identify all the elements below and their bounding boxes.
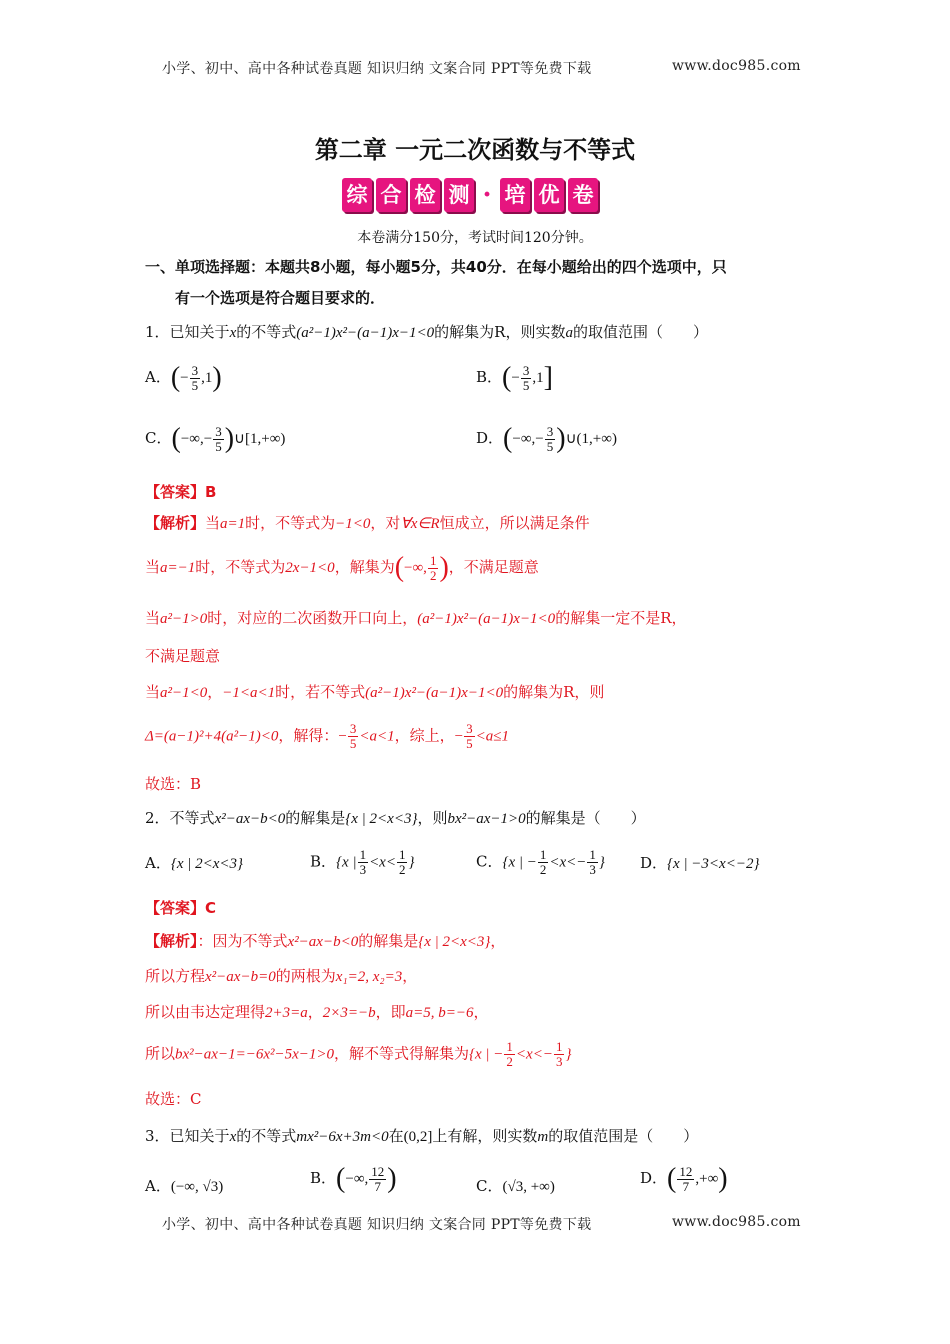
sol-text: 当: [145, 683, 161, 701]
sol-math: x₁=2, x₂=3: [335, 969, 403, 985]
q1-solution-line5: Δ=(a−1)²+4(a²−1)<0，解得：− $\frac{3}{5}$ <a<1，综上，− $\frac{3}{5}$ <a≤1: [145, 721, 509, 751]
solution-tag: 【解析】: [145, 514, 206, 532]
q1-option-c[interactable]: C．(−∞,− $\frac{3}{5}$ )∪[1,+∞): [145, 423, 286, 454]
footer-url[interactable]: www.doc985.com: [672, 1214, 801, 1230]
q3-var: x: [229, 1129, 237, 1145]
sol-text: 时，对应的二次函数开口向上，: [207, 609, 418, 627]
sol-math: −1<0: [335, 516, 371, 532]
section-heading-line2: 有一个选项是符合题目要求的．: [175, 289, 386, 307]
sol-math: −1<a<1: [222, 685, 276, 701]
sol-text: 当: [145, 558, 161, 576]
q2-option-a[interactable]: [145, 852, 243, 873]
sol-text: ：因为不等式: [197, 932, 288, 950]
sol-text: ，: [473, 1003, 489, 1021]
q2-math: {x | 2<x<3}: [345, 811, 418, 827]
section-heading-line1: 一、单项选择题：本题共8小题，每小题5分，共40分．在每小题给出的四个选项中，只: [145, 258, 727, 276]
q1-solution-line3: [145, 607, 686, 628]
q3-var: m: [537, 1129, 549, 1145]
sol-math: (a²−1)x²−(a−1)x−1<0: [365, 685, 504, 701]
page-title: 第二章 一元二次函数与不等式: [314, 136, 636, 164]
q1-solution-line3b: 不满足题意: [145, 647, 221, 665]
question-3: [145, 1125, 698, 1146]
q2-text: ，则: [417, 809, 448, 827]
q1-solution-line1: [145, 512, 590, 533]
sol-text: ，不满足题意: [448, 558, 539, 576]
q3-text: 的取值范围是（ ）: [548, 1127, 699, 1145]
badge-char: 合: [376, 178, 406, 212]
header-url[interactable]: www.doc985.com: [672, 58, 801, 74]
sol-text: 的解集是: [358, 932, 419, 950]
sol-math: a=1: [220, 516, 246, 532]
q2-solution-line2: [145, 965, 417, 986]
sol-text: 的解集为R，则: [503, 683, 605, 701]
sol-text: ，: [207, 683, 223, 701]
q1-text: 的不等式: [236, 323, 297, 341]
sol-text: 时，若不等式: [275, 683, 366, 701]
sol-text: ，解不等式得解集为: [334, 1044, 470, 1063]
sol-math: a=−1: [160, 560, 196, 576]
option-value: {x | −3<x<−2}: [667, 856, 760, 872]
badge-char: 优: [534, 178, 564, 212]
option-label: C．: [145, 429, 172, 447]
option-label: C．: [476, 1177, 503, 1195]
sol-text: 的解集一定不是R，: [555, 609, 687, 627]
q2-option-b[interactable]: B．{x | $\frac{1}{3}$ <x< $\frac{1}{2}$ }: [310, 847, 415, 877]
option-label: D．: [476, 429, 504, 447]
option-label: D．: [640, 854, 668, 872]
q1-choice: 故选：B: [145, 775, 202, 793]
q3-text: 的不等式: [236, 1127, 297, 1145]
sol-math: ∀x∈R: [400, 516, 440, 532]
q1-var: x: [229, 325, 237, 341]
q3-math: mx²−6x+3m<0: [296, 1129, 389, 1145]
option-value: {x | 2<x<3}: [170, 856, 244, 872]
q1-answer: 【答案】B: [145, 483, 217, 501]
option-label: A．: [145, 854, 171, 872]
sol-math: 2×3=−b: [322, 1005, 376, 1021]
sol-text: ，: [490, 932, 506, 950]
q3-text: 已知关于: [169, 1127, 230, 1145]
q1-solution-line4: [145, 681, 604, 702]
q3-option-b[interactable]: B．(−∞, $\frac{12}{7}$ ): [310, 1163, 397, 1194]
option-value: (√3, +∞): [502, 1179, 555, 1195]
option-value: (−∞, √3): [170, 1179, 224, 1195]
q1-expression: (a²−1)x²−(a−1)x−1<0: [296, 325, 435, 341]
question-2: [145, 807, 646, 828]
q1-option-b[interactable]: B．(− $\frac{3}{5}$ ,1]: [476, 362, 553, 393]
q1-option-a[interactable]: A．(− $\frac{3}{5}$ ,1): [145, 362, 222, 393]
sol-text: ，即: [375, 1003, 406, 1021]
sol-text: 时，不等式为: [245, 514, 336, 532]
q1-text: 的取值范围（ ）: [572, 323, 708, 341]
sol-math: x²−ax−b=0: [205, 969, 276, 985]
sol-text: 所以方程: [145, 967, 206, 985]
sol-text: ，: [307, 1003, 323, 1021]
q1-var: a: [565, 325, 573, 341]
q2-answer: 【答案】C: [145, 899, 217, 917]
sol-text: 当: [205, 514, 221, 532]
q2-math: bx²−ax−1>0: [447, 811, 526, 827]
q2-solution-line1: [145, 930, 505, 951]
option-label: B．: [310, 1169, 337, 1187]
question-1: [145, 321, 708, 342]
option-label: B．: [476, 368, 503, 386]
sol-text: 当: [145, 609, 161, 627]
badge-char: 综: [342, 178, 372, 212]
page-header: [162, 58, 801, 78]
badge-char: 卷: [568, 178, 598, 212]
sol-math: a=5, b=−6: [405, 1005, 474, 1021]
option-label: D．: [640, 1169, 668, 1187]
q1-text: 的解集为R，则实数: [434, 323, 566, 341]
q2-math: x²−ax−b<0: [214, 811, 286, 827]
sol-math: bx²−ax−1=−6x²−5x−1>0: [175, 1046, 334, 1063]
sol-text: 恒成立，所以满足条件: [439, 514, 590, 532]
header-text: 小学、初中、高中各种试卷真题 知识归纳 文案合同 PPT等免费下载: [162, 61, 592, 77]
q1-solution-line2: 当a=−1时，不等式为2x−1<0，解集为(−∞, $\frac{1}{2}$ )，不满足题意: [145, 552, 539, 583]
q3-option-a[interactable]: [145, 1175, 223, 1196]
sol-text: 的两根为: [275, 967, 336, 985]
footer-text: 小学、初中、高中各种试卷真题 知识归纳 文案合同 PPT等免费下载: [162, 1217, 592, 1233]
exam-info: 本卷满分150分，考试时间120分钟。: [357, 230, 593, 246]
sol-text: ，: [402, 967, 418, 985]
sol-math: x²−ax−b<0: [287, 934, 359, 950]
option-label: A．: [145, 1177, 171, 1195]
q2-option-d[interactable]: [640, 852, 759, 873]
badge-dot: ·: [482, 180, 492, 210]
sol-text: ，解集为: [334, 558, 395, 576]
badge-char: 检: [410, 178, 440, 212]
sol-math: a²−1<0: [160, 685, 208, 701]
option-label: C．: [476, 852, 503, 871]
sol-text: ，对: [370, 514, 401, 532]
q3-option-c[interactable]: [476, 1175, 555, 1196]
q2-option-c[interactable]: C．{x | − $\frac{1}{2}$ <x<− $\frac{1}{3}$ }: [476, 847, 605, 877]
question-number: 1．: [145, 323, 170, 341]
solution-tag: 【解析】: [145, 932, 198, 950]
option-label: A．: [145, 368, 171, 386]
q2-text: 的解集是（ ）: [525, 809, 646, 827]
sol-text: ，综上，: [394, 726, 455, 745]
q2-text: 不等式: [169, 809, 215, 827]
page-footer: [162, 1214, 801, 1234]
q3-option-d[interactable]: D．( $\frac{12}{7}$ ,+∞): [640, 1163, 728, 1194]
q3-text: 上有解，则实数: [432, 1127, 538, 1145]
q1-option-d[interactable]: D．(−∞,− $\frac{3}{5}$ )∪(1,+∞): [476, 423, 617, 454]
sol-text: 时，不等式为: [195, 558, 286, 576]
sol-math: 2+3=a: [265, 1005, 308, 1021]
q3-math: (0,2]: [403, 1129, 433, 1145]
option-label: B．: [310, 852, 337, 871]
sol-math: 2x−1<0: [285, 560, 335, 576]
sol-text: ，解得：: [278, 726, 339, 745]
sol-math: Δ=(a−1)²+4(a²−1)<0: [145, 728, 279, 745]
q2-choice: 故选：C: [145, 1090, 202, 1108]
q2-solution-line3: [145, 1001, 489, 1022]
sol-text: 所以: [145, 1044, 176, 1063]
sol-math: {x | 2<x<3}: [418, 934, 491, 950]
question-number: 3．: [145, 1127, 170, 1145]
sol-text: 所以由韦达定理得: [145, 1003, 266, 1021]
q2-text: 的解集是: [285, 809, 346, 827]
sol-math: a²−1>0: [160, 611, 208, 627]
q2-solution-line4: 所以bx²−ax−1=−6x²−5x−1>0，解不等式得解集为{x | − $\frac{1}{2}$ <x<− $\frac{1}{3}$ }: [145, 1039, 572, 1069]
question-number: 2．: [145, 809, 170, 827]
title-badge: [342, 175, 598, 215]
sol-math: (a²−1)x²−(a−1)x−1<0: [417, 611, 556, 627]
q3-text: 在: [388, 1127, 404, 1145]
badge-char: 培: [500, 178, 530, 212]
q1-text: 已知关于: [169, 323, 230, 341]
badge-char: 测: [444, 178, 474, 212]
